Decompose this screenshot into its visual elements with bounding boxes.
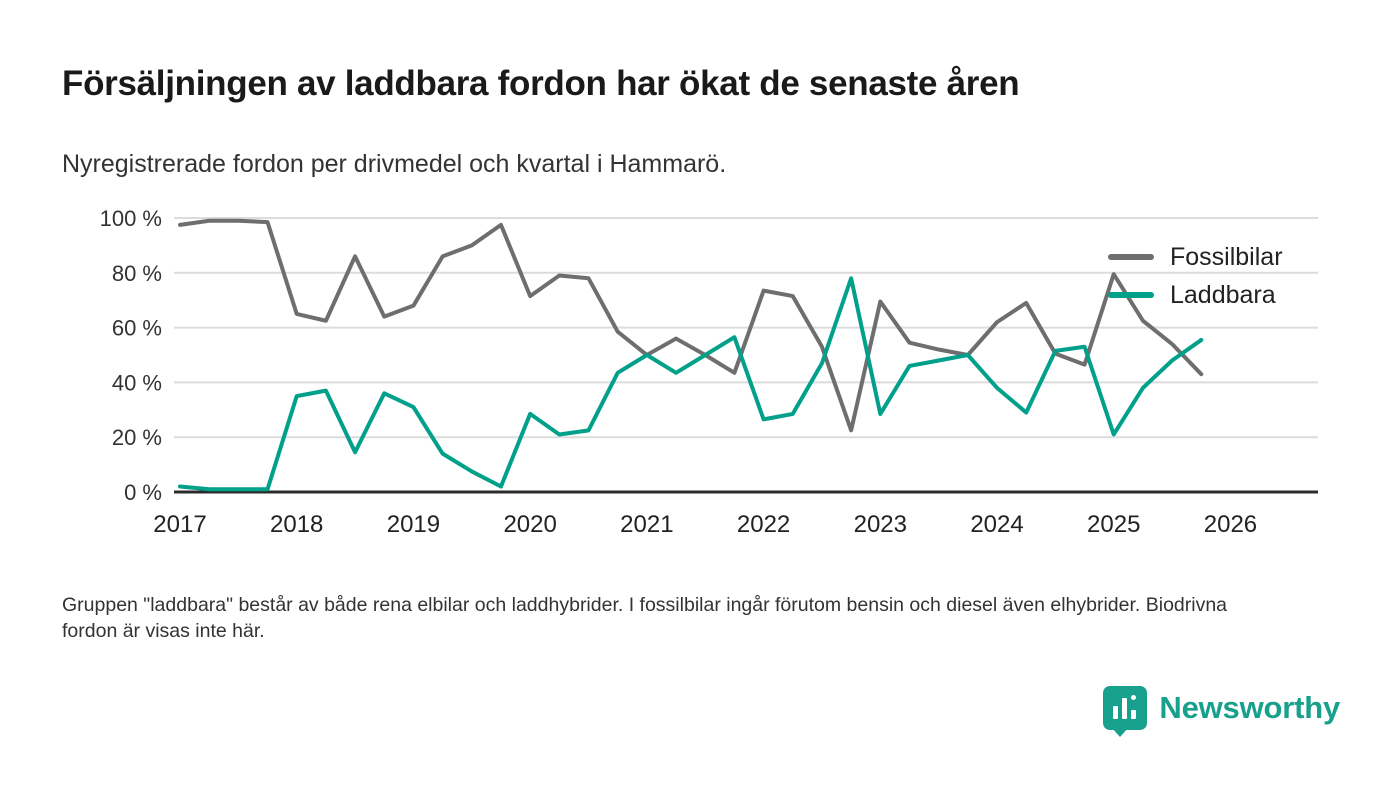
legend-item-fossilbilar[interactable]	[1108, 238, 1338, 276]
chart-container	[62, 200, 1338, 540]
y-tick-label: 20 %	[111, 425, 162, 451]
y-tick-label: 60 %	[111, 315, 162, 341]
x-tick-label: 2021	[620, 511, 674, 538]
x-tick-label: 2023	[853, 511, 908, 538]
newsworthy-icon	[1103, 686, 1147, 730]
logo-dot	[1131, 695, 1136, 700]
x-tick-label: 2017	[153, 511, 207, 538]
x-tick-label: 2018	[270, 511, 324, 538]
x-tick-label: 2024	[970, 511, 1024, 538]
logo-bar-3	[1131, 710, 1136, 719]
page-title: Försäljningen av laddbara fordon har ökat de senaste åren	[62, 64, 1020, 103]
logo-bar-2	[1122, 698, 1127, 719]
y-tick-label: 100 %	[99, 206, 162, 231]
chart-footnote: Gruppen "laddbara" består av både rena elbilar och laddhybrider. I fossilbilar ingår förutom bensin och diesel även elhybrider. Biodrivna fordon är visas inte här.	[62, 594, 1228, 643]
y-tick-label: 80 %	[111, 260, 162, 286]
legend-item-laddbara[interactable]	[1108, 276, 1338, 314]
series-line-fossilbilar	[180, 221, 1201, 431]
x-tick-label: 2020	[503, 511, 557, 538]
legend-label-fossilbilar: Fossilbilar	[1170, 242, 1283, 271]
page-subtitle: Nyregistrerade fordon per drivmedel och kvartal i Hammarö.	[62, 150, 727, 178]
series-line-laddbara	[180, 278, 1201, 489]
x-tick-label: 2026	[1203, 511, 1258, 538]
chart-legend	[1108, 238, 1338, 314]
legend-label-laddbara: Laddbara	[1170, 280, 1276, 309]
logo-bar-1	[1113, 706, 1118, 719]
y-tick-label: 40 %	[111, 370, 162, 396]
legend-swatch-fossilbilar	[1108, 254, 1154, 260]
brand-name: Newsworthy	[1159, 690, 1340, 725]
y-tick-label: 0 %	[124, 480, 162, 505]
x-tick-label: 2022	[736, 511, 791, 538]
brand-logo	[1103, 686, 1340, 730]
x-tick-label: 2025	[1087, 511, 1141, 538]
x-tick-label: 2019	[386, 511, 441, 538]
legend-swatch-laddbara	[1108, 292, 1154, 298]
